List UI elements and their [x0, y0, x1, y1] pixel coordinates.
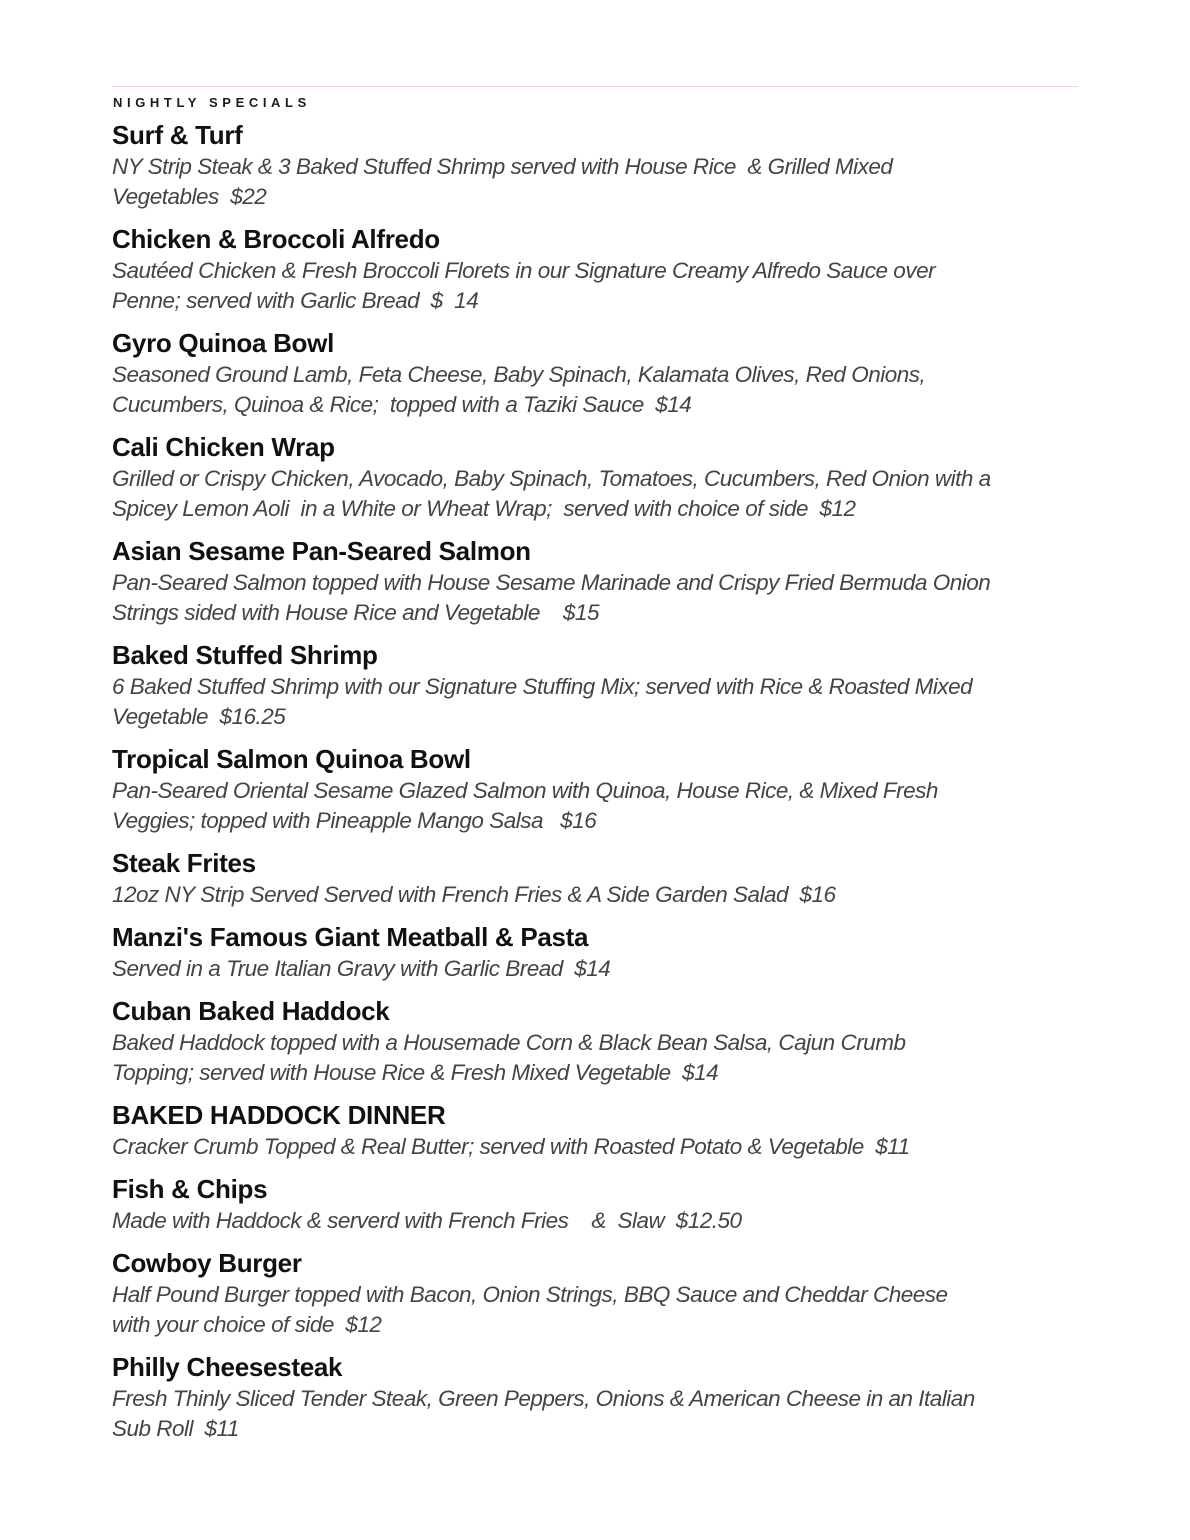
menu-item [112, 994, 1078, 1088]
menu-item-description: Grilled or Crispy Chicken, Avocado, Baby Spinach, Tomatoes, Cucumbers, Red Onion with a Spicey Lemon Aoli in a White or Wheat Wrap; served with choice of side $12 [112, 466, 991, 521]
menu-item [112, 430, 1078, 524]
menu-item [112, 638, 1078, 732]
menu-item-name: Baked Stuffed Shrimp [112, 640, 378, 670]
menu-item-name: Tropical Salmon Quinoa Bowl [112, 744, 471, 774]
menu-item-name: Asian Sesame Pan-Seared Salmon [112, 536, 531, 566]
menu-item-description: Seasoned Ground Lamb, Feta Cheese, Baby Spinach, Kalamata Olives, Red Onions, Cucumbers, Quinoa & Rice; topped with a Taziki Sauce $14 [112, 362, 926, 417]
menu-item [112, 1246, 1078, 1340]
top-divider [112, 86, 1078, 87]
menu-item-description: Pan-Seared Oriental Sesame Glazed Salmon with Quinoa, House Rice, & Mixed Fresh Veggies; topped with Pineapple Mango Salsa $16 [112, 778, 938, 833]
menu-item [112, 920, 1078, 984]
menu-item [112, 118, 1078, 212]
menu-item-name: Surf & Turf [112, 120, 243, 150]
menu-item-description: Made with Haddock & serverd with French Fries & Slaw $12.50 [112, 1208, 742, 1233]
menu-item-name: BAKED HADDOCK DINNER [112, 1100, 446, 1130]
menu-item-name: Manzi's Famous Giant Meatball & Pasta [112, 922, 589, 952]
menu-item [112, 1098, 1078, 1162]
menu-item-description: NY Strip Steak & 3 Baked Stuffed Shrimp served with House Rice & Grilled Mixed Vegetables $22 [112, 154, 893, 209]
menu-item-description: Pan-Seared Salmon topped with House Sesame Marinade and Crispy Fried Bermuda Onion Strings sided with House Rice and Vegetable $15 [112, 570, 991, 625]
menu-item [112, 534, 1078, 628]
menu-item [112, 742, 1078, 836]
menu-item [112, 326, 1078, 420]
menu-item-name: Cali Chicken Wrap [112, 432, 335, 462]
section-heading: NIGHTLY SPECIALS [113, 95, 311, 110]
menu-item-description: 6 Baked Stuffed Shrimp with our Signature Stuffing Mix; served with Rice & Roasted Mixed Vegetable $16.25 [112, 674, 973, 729]
menu-item-name: Steak Frites [112, 848, 256, 878]
menu-list [112, 118, 1078, 1454]
menu-item-name: Cuban Baked Haddock [112, 996, 390, 1026]
menu-item-description: 12oz NY Strip Served Served with French Fries & A Side Garden Salad $16 [112, 882, 836, 907]
menu-item-description: Cracker Crumb Topped & Real Butter; served with Roasted Potato & Vegetable $11 [112, 1134, 910, 1159]
menu-item [112, 1350, 1078, 1444]
menu-item-description: Served in a True Italian Gravy with Garlic Bread $14 [112, 956, 611, 981]
menu-item [112, 1172, 1078, 1236]
menu-item-name: Chicken & Broccoli Alfredo [112, 224, 440, 254]
menu-item-description: Baked Haddock topped with a Housemade Corn & Black Bean Salsa, Cajun Crumb Topping; served with House Rice & Fresh Mixed Vegetable $14 [112, 1030, 906, 1085]
menu-item [112, 222, 1078, 316]
menu-item-description: Half Pound Burger topped with Bacon, Onion Strings, BBQ Sauce and Cheddar Cheese with your choice of side $12 [112, 1282, 948, 1337]
menu-item-description: Sautéed Chicken & Fresh Broccoli Florets in our Signature Creamy Alfredo Sauce over Penne; served with Garlic Bread $ 14 [112, 258, 936, 313]
menu-item-name: Fish & Chips [112, 1174, 268, 1204]
menu-item-name: Gyro Quinoa Bowl [112, 328, 334, 358]
menu-item-description: Fresh Thinly Sliced Tender Steak, Green Peppers, Onions & American Cheese in an Italian Sub Roll $11 [112, 1386, 975, 1441]
menu-item-name: Philly Cheesesteak [112, 1352, 343, 1382]
menu-item-name: Cowboy Burger [112, 1248, 302, 1278]
menu-item [112, 846, 1078, 910]
